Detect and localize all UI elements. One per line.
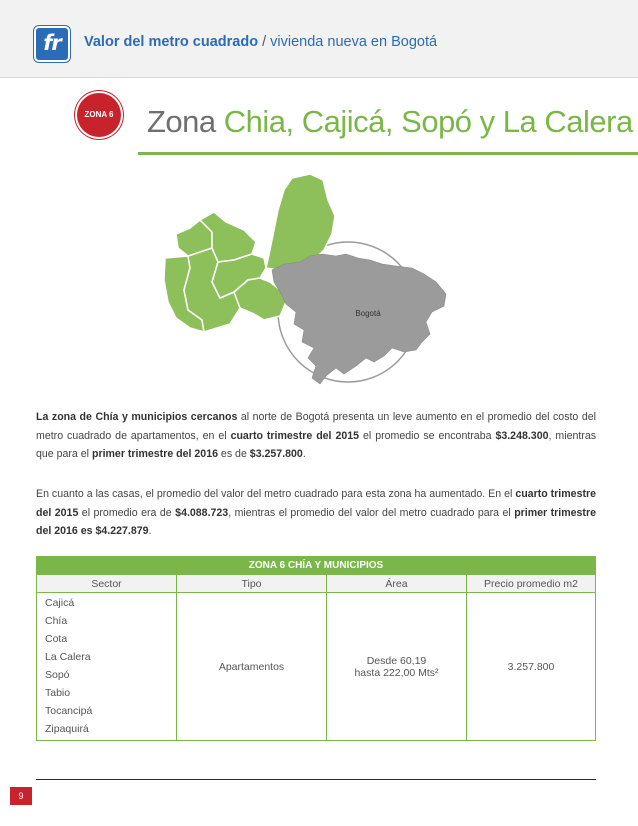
p2-bold-2: $4.088.723 [175, 506, 229, 519]
paragraph-casas [36, 485, 596, 541]
area-line-2: hasta 222,00 Mts² [354, 666, 439, 679]
table-row [37, 593, 596, 741]
col-header-area: Área [327, 575, 467, 593]
header-title-bold: Valor del metro cuadrado [84, 34, 259, 50]
sector-item: Cajicá [45, 597, 75, 609]
p1-text-1: al norte de Bogotá presenta un leve aumento en el promedio del costo del metro cuadrado de apartamentos, en el [36, 411, 596, 442]
footer-divider [36, 779, 596, 780]
p1-text-5: . [302, 448, 306, 460]
p1-bold-4: primer trimestre del 2016 [91, 448, 218, 460]
p1-text-4: es de [217, 448, 250, 460]
p2-text-1: En cuanto a las casas, el promedio del valor del metro cuadrado para esta zona ha aumentado. En el [36, 488, 516, 500]
p2-bold-3: primer trimestre del 2016 es $4.227.879 [36, 506, 596, 537]
header-separator: / [258, 34, 271, 50]
p1-bold-1: La zona de Chía y municipios cercanos [36, 411, 238, 423]
area-line-1: Desde 60,19 [366, 654, 427, 667]
zone-title [147, 104, 633, 140]
area-cell [327, 593, 467, 741]
p1-bold-5: $3.257.800 [249, 448, 303, 460]
paragraph-apartamentos [36, 408, 596, 464]
zone-title-name: Chia, Cajicá, Sopó y La Calera [223, 104, 633, 139]
tipo-cell: Apartamentos [177, 593, 327, 741]
zone-title-word: Zona [147, 104, 216, 139]
sector-item: Chía [45, 615, 68, 627]
sector-item: La Calera [45, 651, 91, 663]
zone-badge: ZONA 6 [77, 93, 121, 137]
page-number: 9 [10, 787, 32, 805]
col-header-sector: Sector [37, 575, 177, 593]
sector-item: Cota [45, 633, 68, 645]
page-header [0, 0, 638, 78]
p1-bold-2: cuarto trimestre del 2015 [230, 429, 360, 442]
table-title: ZONA 6 CHÍA Y MUNICIPIOS [37, 557, 596, 575]
sector-item: Tocancipá [45, 705, 93, 717]
bogota-label: Bogotá [355, 309, 381, 318]
precio-cell: 3.257.800 [467, 593, 596, 741]
sector-item: Zipaquirá [45, 723, 89, 735]
bogota-shape [272, 254, 446, 384]
p2-text-4: . [148, 525, 152, 537]
p1-text-3: , mientras que para el [36, 429, 597, 460]
header-title-rest: vivienda nueva en Bogotá [270, 34, 438, 50]
p1-text-2: el promedio se encontraba [359, 429, 496, 442]
col-header-tipo: Tipo [177, 575, 327, 593]
zone-map [160, 170, 460, 390]
p2-text-2: el promedio era de [78, 506, 176, 519]
col-header-precio: Precio promedio m2 [467, 575, 596, 593]
header-title [84, 34, 437, 50]
fr-logo: fr [34, 26, 70, 62]
p2-bold-1: cuarto trimestre del 2015 [36, 488, 596, 519]
p2-text-3: , mientras el promedio del valor del metro cuadrado para el [228, 506, 515, 519]
p1-bold-3: $3.248.300 [495, 429, 549, 442]
zona-table [36, 556, 596, 741]
sector-item: Sopó [45, 669, 70, 681]
sector-item: Tabio [45, 687, 71, 699]
sector-list [37, 593, 177, 741]
title-underline [138, 152, 638, 155]
